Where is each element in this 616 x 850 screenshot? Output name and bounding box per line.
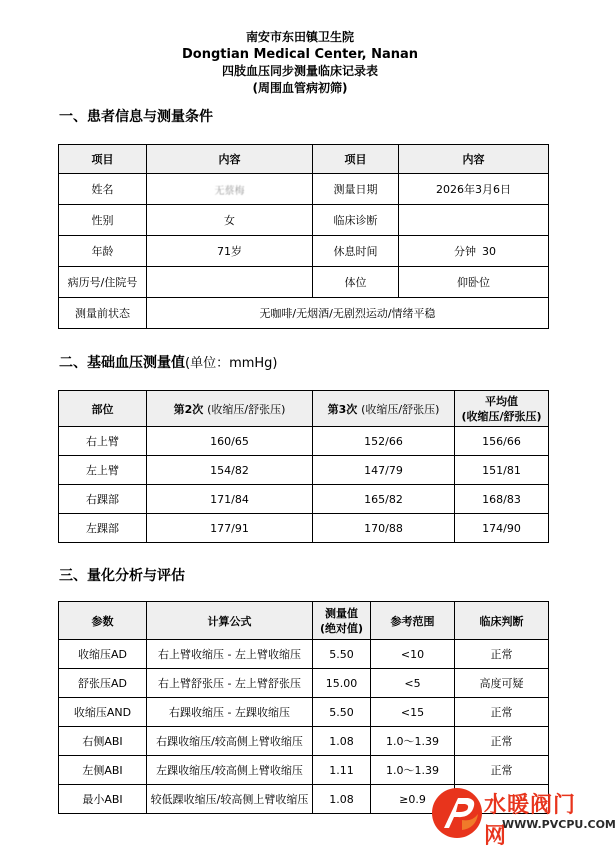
third-reading: 165/82 bbox=[313, 485, 455, 514]
param: 左侧ABI bbox=[59, 756, 147, 785]
header-value-l2: (绝对值) bbox=[319, 621, 364, 635]
watermark-logo-icon bbox=[428, 784, 486, 842]
table-row bbox=[59, 514, 549, 543]
rest-cell bbox=[399, 236, 549, 267]
average: 168/83 bbox=[455, 485, 549, 514]
param: 收缩压AD bbox=[59, 640, 147, 669]
table-row bbox=[59, 236, 549, 267]
header-avg bbox=[455, 391, 549, 427]
diagnosis-value bbox=[399, 205, 549, 236]
rest-unit: 分钟 bbox=[454, 245, 476, 258]
name-label: 姓名 bbox=[59, 174, 147, 205]
blood-pressure-table bbox=[58, 390, 549, 543]
param: 最小ABI bbox=[59, 785, 147, 814]
hospital-name-en: Dongtian Medical Center, Nanan bbox=[181, 47, 419, 62]
param: 舒张压AD bbox=[59, 669, 147, 698]
table-row bbox=[59, 205, 549, 236]
formula: 较低踝收缩压/较高侧上臂收缩压 bbox=[147, 785, 313, 814]
clinical-judgement: 正常 bbox=[455, 756, 549, 785]
reference-range: ≥0.9 bbox=[371, 785, 455, 814]
hospital-name-cn: 南安市东田镇卫生院 bbox=[245, 30, 354, 44]
formula: 右踝收缩压 - 左踝收缩压 bbox=[147, 698, 313, 727]
diagnosis-label: 临床诊断 bbox=[313, 205, 399, 236]
table-header-row bbox=[59, 391, 549, 427]
header-third-l2: (收缩压/舒张压) bbox=[361, 402, 440, 416]
third-reading: 152/66 bbox=[313, 427, 455, 456]
table-header-row bbox=[59, 145, 549, 174]
age-label: 年龄 bbox=[59, 236, 147, 267]
position-label: 体位 bbox=[313, 267, 399, 298]
clinical-judgement: 正常 bbox=[455, 698, 549, 727]
header-third-l1: 第3次 bbox=[327, 402, 358, 416]
age-value: 71岁 bbox=[147, 236, 313, 267]
param: 右侧ABI bbox=[59, 727, 147, 756]
table-row bbox=[59, 640, 549, 669]
clinical-judgement: 正常 bbox=[455, 727, 549, 756]
reference-range: <5 bbox=[371, 669, 455, 698]
average: 156/66 bbox=[455, 427, 549, 456]
header-param: 参数 bbox=[59, 602, 147, 640]
formula: 右踝收缩压/较高侧上臂收缩压 bbox=[147, 727, 313, 756]
header-second-l2: (收缩压/舒张压) bbox=[207, 402, 286, 416]
table-row bbox=[59, 669, 549, 698]
formula: 右上臂舒张压 - 左上臂舒张压 bbox=[147, 669, 313, 698]
site: 左踝部 bbox=[59, 514, 147, 543]
param: 收缩压AND bbox=[59, 698, 147, 727]
clinical-judgement: 正常 bbox=[455, 640, 549, 669]
header-content: 内容 bbox=[399, 145, 549, 174]
header-second bbox=[147, 391, 313, 427]
watermark bbox=[428, 784, 616, 849]
average: 151/81 bbox=[455, 456, 549, 485]
document-header bbox=[0, 0, 600, 97]
name-value: 无蔡梅 bbox=[147, 174, 313, 205]
third-reading: 147/79 bbox=[313, 456, 455, 485]
reference-range: <15 bbox=[371, 698, 455, 727]
reference-range: 1.0～1.39 bbox=[371, 756, 455, 785]
table-row bbox=[59, 485, 549, 514]
formula: 右上臂收缩压 - 左上臂收缩压 bbox=[147, 640, 313, 669]
clinical-judgement: 高度可疑 bbox=[455, 669, 549, 698]
sex-value: 女 bbox=[147, 205, 313, 236]
average: 174/90 bbox=[455, 514, 549, 543]
table-row bbox=[59, 456, 549, 485]
table-row bbox=[59, 756, 549, 785]
header-third bbox=[313, 391, 455, 427]
date-value: 2026年3月6日 bbox=[399, 174, 549, 205]
second-reading: 171/84 bbox=[147, 485, 313, 514]
header-value bbox=[313, 602, 371, 640]
third-reading: 170/88 bbox=[313, 514, 455, 543]
table-row bbox=[59, 267, 549, 298]
rest-value: 30 bbox=[482, 244, 496, 258]
section1-title: 一、患者信息与测量条件 bbox=[59, 109, 213, 125]
header-avg-l1: 平均值 bbox=[485, 394, 518, 408]
table-row bbox=[59, 174, 549, 205]
sex-label: 性别 bbox=[59, 205, 147, 236]
table-row bbox=[59, 698, 549, 727]
record-title: 四肢血压同步测量临床记录表 bbox=[221, 64, 378, 78]
record-no-value bbox=[147, 267, 313, 298]
position-value: 仰卧位 bbox=[399, 267, 549, 298]
measured-value: 5.50 bbox=[313, 698, 371, 727]
second-reading: 154/82 bbox=[147, 456, 313, 485]
header-item: 项目 bbox=[59, 145, 147, 174]
table-row bbox=[59, 298, 549, 329]
table-row bbox=[59, 427, 549, 456]
site: 左上臂 bbox=[59, 456, 147, 485]
header-judge: 临床判断 bbox=[455, 602, 549, 640]
measured-value: 1.08 bbox=[313, 727, 371, 756]
patient-info-table bbox=[58, 144, 549, 329]
record-no-label: 病历号/住院号 bbox=[59, 267, 147, 298]
site: 右踝部 bbox=[59, 485, 147, 514]
header-ref: 参考范围 bbox=[371, 602, 455, 640]
record-subtitle: (周围血管病初筛) bbox=[252, 81, 348, 95]
header-value-l1: 测量值 bbox=[325, 606, 358, 620]
table-row bbox=[59, 727, 549, 756]
measured-value: 15.00 bbox=[313, 669, 371, 698]
analysis-table bbox=[58, 601, 549, 814]
measured-value: 1.11 bbox=[313, 756, 371, 785]
header-content: 内容 bbox=[147, 145, 313, 174]
section3-title: 三、量化分析与评估 bbox=[59, 568, 185, 584]
date-label: 测量日期 bbox=[313, 174, 399, 205]
pre-state-value: 无咖啡/无烟酒/无剧烈运动/情绪平稳 bbox=[147, 298, 549, 329]
measured-value: 5.50 bbox=[313, 640, 371, 669]
section2-title-text: 二、基础血压测量值 bbox=[59, 355, 185, 371]
second-reading: 177/91 bbox=[147, 514, 313, 543]
table-header-row bbox=[59, 602, 549, 640]
measured-value: 1.08 bbox=[313, 785, 371, 814]
formula: 左踝收缩压/较高侧上臂收缩压 bbox=[147, 756, 313, 785]
watermark-url: WWW.PVCPU.COM bbox=[502, 818, 616, 831]
header-second-l1: 第2次 bbox=[173, 402, 204, 416]
header-item: 项目 bbox=[313, 145, 399, 174]
second-reading: 160/65 bbox=[147, 427, 313, 456]
site: 右上臂 bbox=[59, 427, 147, 456]
header-formula: 计算公式 bbox=[147, 602, 313, 640]
pre-state-label: 测量前状态 bbox=[59, 298, 147, 329]
reference-range: 1.0～1.39 bbox=[371, 727, 455, 756]
section2-unit: (单位：mmHg) bbox=[185, 356, 278, 371]
watermark-brand: 水暖阀门网 bbox=[484, 793, 577, 849]
reference-range: <10 bbox=[371, 640, 455, 669]
rest-label: 休息时间 bbox=[313, 236, 399, 267]
section2-title bbox=[59, 352, 278, 372]
header-site: 部位 bbox=[59, 391, 147, 427]
header-avg-l2: (收缩压/舒张压) bbox=[461, 409, 542, 423]
